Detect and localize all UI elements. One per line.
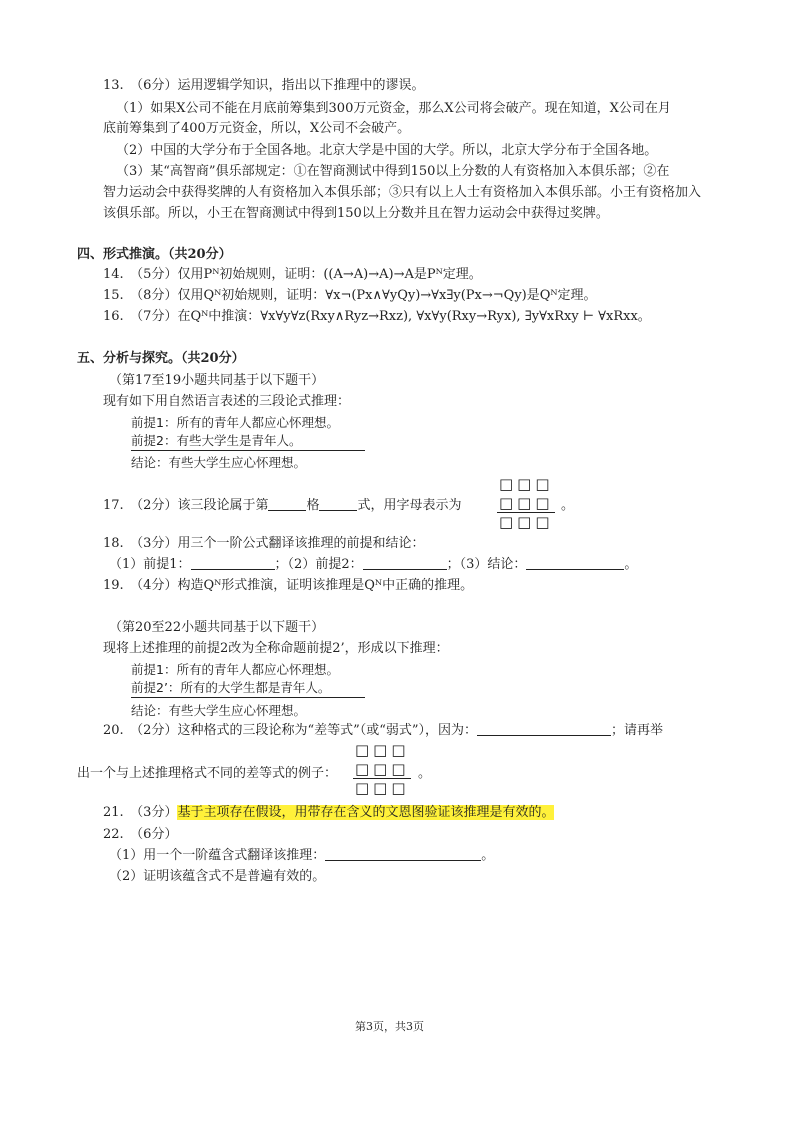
q17-figure-blank[interactable] <box>268 497 306 511</box>
group2-note: （第20至22小题共同基于以下题干） <box>109 620 325 635</box>
q13-item1-line1: （1）如果X公司不能在月底前筹集到300万元资金，那么X公司将会破产。现在知道，X公司在月 <box>116 101 671 116</box>
q13-item1-line2: 底前筹集到了400万元资金，所以，X公司不会破产。 <box>103 121 411 136</box>
conclusion-2: 结论：有些大学生应心怀理想。 <box>131 703 307 718</box>
q13-header: 13. （6分）运用逻辑学知识，指出以下推理中的谬误。 <box>103 78 425 93</box>
q22-part2: （2）证明该蕴含式不是普遍有效的。 <box>109 869 326 884</box>
q20-boxes-row2: □□□ <box>355 760 410 778</box>
section5-title: 五、分析与探究。（共20分） <box>77 351 245 366</box>
premise-2-prime: 前提2’：所有的大学生都是青年人。 <box>131 679 365 698</box>
q19: 19. （4分）构造Qᴺ形式推演，证明该推理是Qᴺ中正确的推理。 <box>103 578 474 593</box>
page-footer: 第3页，共3页 <box>355 1020 424 1033</box>
q20-line1: 20. （2分）这种格式的三段论称为“差等式”（或“弱式”），因为： ；请再举 <box>103 723 664 738</box>
q18-premise2-blank[interactable] <box>363 556 447 570</box>
group1-note: （第17至19小题共同基于以下题干） <box>109 373 325 388</box>
group2-intro: 现将上述推理的前提2改为全称命题前提2’，形成以下推理： <box>103 641 449 656</box>
q18-answers: （1）前提1： ；（2）前提2： ；（3）结论： 。 <box>109 557 638 572</box>
q15: 15. （8分）仅用Qᴺ初始规则，证明：∀x¬(Px∧∀yQy)→∀x∃y(Px→¬Qy)是Qᴺ定理。 <box>103 288 597 303</box>
q18: 18. （3分）用三个一阶公式翻译该推理的前提和结论： <box>103 536 425 551</box>
group1-intro: 现有如下用自然语言表述的三段论式推理： <box>103 394 351 409</box>
q17-boxes-row3: □□□ <box>499 513 554 531</box>
q13-item3-line3: 该俱乐部。所以，小王在智商测试中得到150以上分数并且在智力运动会中获得过奖牌。 <box>103 206 609 221</box>
q17: 17. （2分）该三段论属于第 格 式，用字母表示为 <box>103 498 462 513</box>
conclusion-1: 结论：有些大学生应心怀理想。 <box>131 455 307 470</box>
q22-formula-blank[interactable] <box>325 847 481 861</box>
premise-2: 前提2：有些大学生是青年人。 <box>131 432 365 451</box>
q16: 16. （7分）在Qᴺ中推演：∀x∀y∀z(Rxy∧Ryz→Rxz), ∀x∀y(Rxy→Ryx), ∃y∀xRxy ⊢ ∀xRxx。 <box>103 309 651 324</box>
q18-conclusion-blank[interactable] <box>526 556 624 570</box>
q18-premise1-blank[interactable] <box>191 556 275 570</box>
q17-mood-blank[interactable] <box>319 497 357 511</box>
q17-boxes-row1: □□□ <box>499 475 554 493</box>
q22-part1: （1）用一个一阶蕴含式翻译该推理： 。 <box>109 848 495 863</box>
q22: 22. （6分） <box>103 827 178 842</box>
q13-item3-line2: 智力运动会中获得奖牌的人有资格加入本俱乐部；③只有以上人士有资格加入本俱乐部。小王有资格加入 <box>103 185 702 200</box>
q13-item2: （2）中国的大学分布于全国各地。北京大学是中国的大学。所以，北京大学分布于全国各地。 <box>116 143 658 158</box>
q14: 14. （5分）仅用Pᴺ初始规则，证明：((A→A)→A)→A是Pᴺ定理。 <box>103 267 482 282</box>
section4-title: 四、形式推演。（共20分） <box>77 247 232 262</box>
q21-highlighted-text: 基于主项存在假设，用带存在含义的文恩图验证该推理是有效的。 <box>177 805 555 820</box>
q20-boxes-row1: □□□ <box>355 741 410 759</box>
q17-end: 。 <box>561 498 575 513</box>
premise-1: 前提1：所有的青年人都应心怀理想。 <box>131 415 339 430</box>
q20-line2: 出一个与上述推理格式不同的差等式的例子： <box>77 766 338 781</box>
q17-boxes-row2: □□□ <box>499 494 554 512</box>
q20-boxes-row3: □□□ <box>355 779 410 797</box>
q13-item3-line1: （3）某“高智商”俱乐部规定：①在智商测试中得到150以上分数的人有资格加入本俱乐部；②在 <box>116 164 670 179</box>
premise-1b: 前提1：所有的青年人都应心怀理想。 <box>131 662 339 677</box>
q20-reason-blank[interactable] <box>477 722 611 736</box>
q21: 21. （3分）基于主项存在假设，用带存在含义的文恩图验证该推理是有效的。 <box>103 805 555 820</box>
q20-end: 。 <box>418 766 432 781</box>
